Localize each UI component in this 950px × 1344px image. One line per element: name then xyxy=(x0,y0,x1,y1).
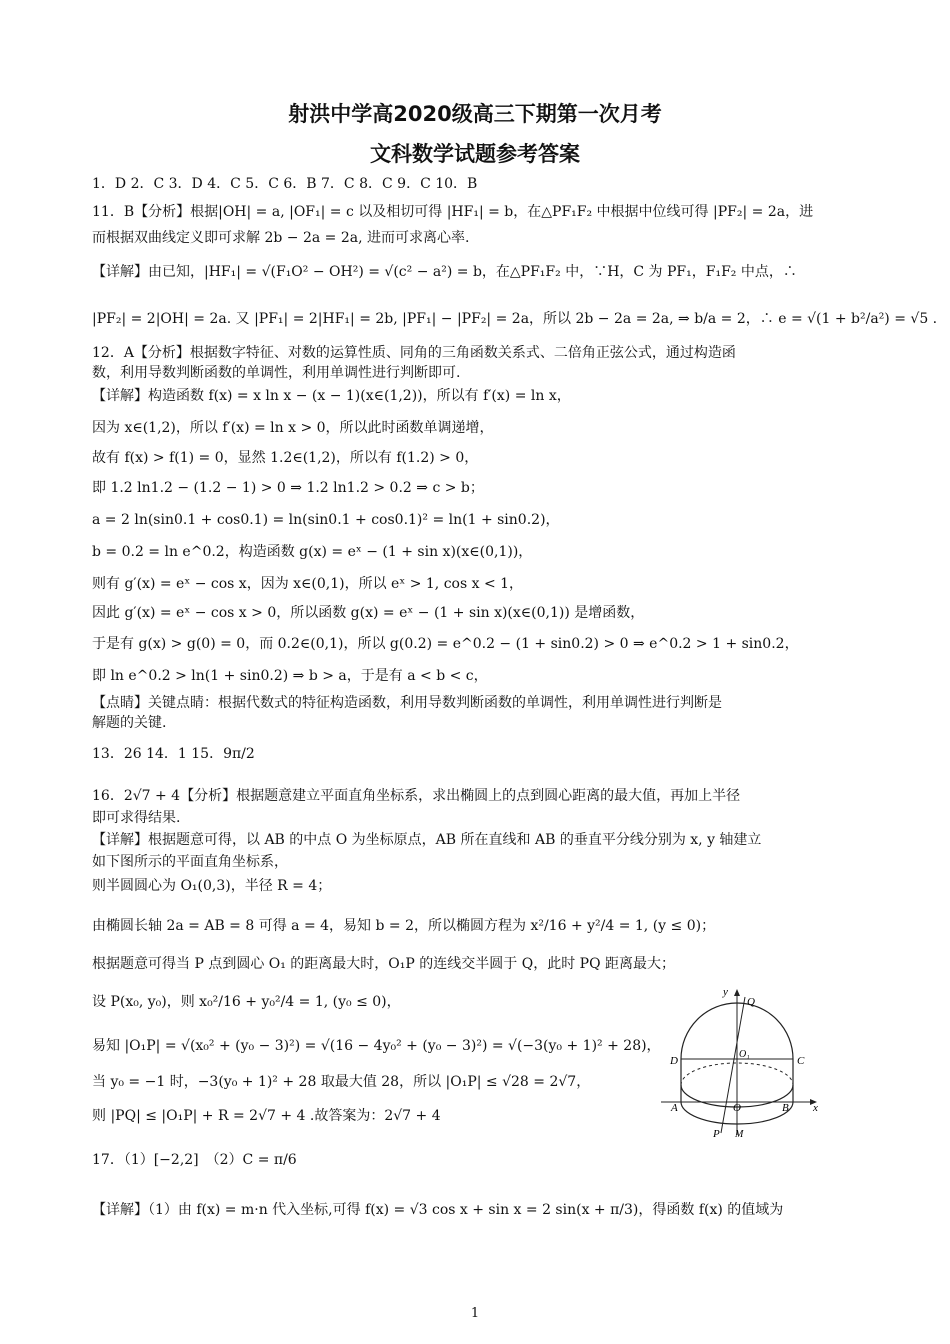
answer-line-q12-tip: 【点睛】关键点睛：根据代数式的特征构造函数，利用导数判断函数的单调性，利用单调性进行判断是 xyxy=(92,695,722,711)
answer-line-q12-step2: 故有 f(x) > f(1) = 0，显然 1.2∈(1,2)，所以有 f(1.2) > 0， xyxy=(92,450,479,466)
answer-line-q16-answer: 则 |PQ| ≤ |O₁P| + R = 2√7 + 4 .故答案为：2√7 + 4 xyxy=(92,1108,441,1124)
answer-line-q17-detail: 【详解】（1）由 f(x) = m·n 代入坐标,可得 f(x) = √3 cos x + sin x = 2 sin(x + π/3)，得函数 f(x) 的值域为 xyxy=(92,1202,784,1218)
answer-line-q12-step9: 即 ln e^0.2 > ln(1 + sin0.2) ⇒ b > a，于是有 a < b < c， xyxy=(92,668,488,684)
label-m: M xyxy=(735,1129,744,1140)
label-y: y xyxy=(723,986,728,998)
label-o: O xyxy=(733,1102,741,1114)
answer-line-q16-analysis: 16．2√7 + 4【分析】根据题意建立平面直角坐标系，求出椭圆上的点到圆心距离的最大值，再加上半径 xyxy=(92,788,741,804)
answer-line-q12-step3: 即 1.2 ln1.2 − (1.2 − 1) > 0 ⇒ 1.2 ln1.2 > 0.2 ⇒ c > b； xyxy=(92,480,484,496)
coordinate-figure xyxy=(655,985,830,1140)
answer-line-q12-step6: 则有 g′(x) = eˣ − cos x，因为 x∈(0,1)，所以 eˣ > 1, cos x < 1， xyxy=(92,576,524,592)
answer-line-q17: 17．（1）[−2,2] （2）C = π/6 xyxy=(92,1152,297,1168)
answer-line-q16-max: 根据题意可得当 P 点到圆心 O₁ 的距离最大时，O₁P 的连线交半圆于 Q，此时 PQ 距离最大； xyxy=(92,956,675,972)
document-title: 射洪中学高2020级高三下期第一次月考 xyxy=(288,102,662,126)
answer-line-q11-detail: 【详解】由已知，|HF₁| = √(F₁O² − OH²) = √(c² − a²) = b，在△PF₁F₂ 中，∵H，C 为 PF₁，F₁F₂ 中点，∴ xyxy=(92,264,797,280)
answer-line-q16-detail: 【详解】根据题意可得，以 AB 的中点 O 为坐标原点，AB 所在直线和 AB 的垂直平分线分别为 x, y 轴建立 xyxy=(92,832,762,848)
answer-line-q16-analysis-cont: 即可求得结果. xyxy=(92,810,181,826)
answer-line-q16-ellipse: 由椭圆长轴 2a = AB = 8 可得 a = 4，易知 b = 2，所以椭圆方程为 x²/16 + y²/4 = 1, (y ≤ 0)； xyxy=(92,918,716,934)
answer-line-q11-detail-cont: |PF₂| = 2|OH| = 2a. 又 |PF₁| = 2|HF₁| = 2b, |PF₁| − |PF₂| = 2a，所以 2b − 2a = 2a, ⇒ b/a = 2，∴ e = √(1 + b²/a²) = √5 . xyxy=(92,311,938,327)
label-o1: O₁ xyxy=(739,1049,750,1060)
answer-line-q16-distance: 易知 |O₁P| = √(x₀² + (y₀ − 3)²) = √(16 − 4y₀² + (y₀ − 3)²) = √(−3(y₀ + 1)² + 28)， xyxy=(92,1038,661,1054)
label-a: A xyxy=(671,1102,678,1114)
label-p: P xyxy=(713,1128,720,1140)
label-c: C xyxy=(797,1055,805,1067)
answer-line-q12-step1: 因为 x∈(1,2)，所以 f′(x) = ln x > 0，所以此时函数单调递增， xyxy=(92,420,494,436)
label-q: Q xyxy=(747,996,755,1008)
answer-line-q16-detail-cont: 如下图所示的平面直角坐标系， xyxy=(92,854,288,870)
label-b: B xyxy=(782,1102,789,1114)
answer-line-q12-tip-cont: 解题的关键. xyxy=(92,715,167,731)
answer-line-q16-setp: 设 P(x₀, y₀)，则 x₀²/16 + y₀²/4 = 1, (y₀ ≤ 0)， xyxy=(92,994,401,1010)
answer-line-q12-step7: 因此 g′(x) = eˣ − cos x > 0，所以函数 g(x) = eˣ − (1 + sin x)(x∈(0,1)) 是增函数， xyxy=(92,605,645,621)
answer-line-q11-analysis-cont: 而根据双曲线定义即可求解 2b − 2a = 2a, 进而可求离心率. xyxy=(92,230,470,246)
answer-line-q12-step5: b = 0.2 = ln e^0.2，构造函数 g(x) = eˣ − (1 + sin x)(x∈(0,1))， xyxy=(92,544,533,560)
document-subtitle: 文科数学试题参考答案 xyxy=(370,142,580,166)
answer-line-q16-center: 则半圆圆心为 O₁(0,3)，半径 R = 4； xyxy=(92,878,332,894)
answer-line-q12-detail: 【详解】构造函数 f(x) = x ln x − (x − 1)(x∈(1,2))，所以有 f′(x) = ln x， xyxy=(92,388,571,404)
answer-line-q12-analysis: 12．A【分析】根据数字特征、对数的运算性质、同角的三角函数关系式、二倍角正弦公式，通过构造函 xyxy=(92,345,736,361)
answer-line-q12-step8: 于是有 g(x) > g(0) = 0，而 0.2∈(0,1)，所以 g(0.2) = e^0.2 − (1 + sin0.2) > 0 ⇒ e^0.2 > 1 + sin0.2， xyxy=(92,636,799,652)
label-x: x xyxy=(813,1102,818,1114)
page-number: 1 xyxy=(470,1306,480,1321)
answer-line-q11-analysis: 11．B【分析】根据|OH| = a, |OF₁| = c 以及相切可得 |HF₁| = b，在△PF₁F₂ 中根据中位线可得 |PF₂| = 2a，进 xyxy=(92,204,814,220)
answer-line-q13-15: 13．26 14．1 15．9π/2 xyxy=(92,746,255,762)
answer-line-q12-analysis-cont: 数，利用导数判断函数的单调性，利用单调性进行判断即可. xyxy=(92,365,461,381)
answer-line-q16-maxvalue: 当 y₀ = −1 时，−3(y₀ + 1)² + 28 取最大值 28，所以 |O₁P| ≤ √28 = 2√7， xyxy=(92,1074,591,1090)
answer-line-choices: 1．D 2．C 3．D 4．C 5．C 6．B 7．C 8．C 9．C 10．B xyxy=(92,176,478,192)
label-d: D xyxy=(670,1055,678,1067)
answer-line-q12-step4: a = 2 ln(sin0.1 + cos0.1) = ln(sin0.1 + cos0.1)² = ln(1 + sin0.2)， xyxy=(92,512,560,528)
